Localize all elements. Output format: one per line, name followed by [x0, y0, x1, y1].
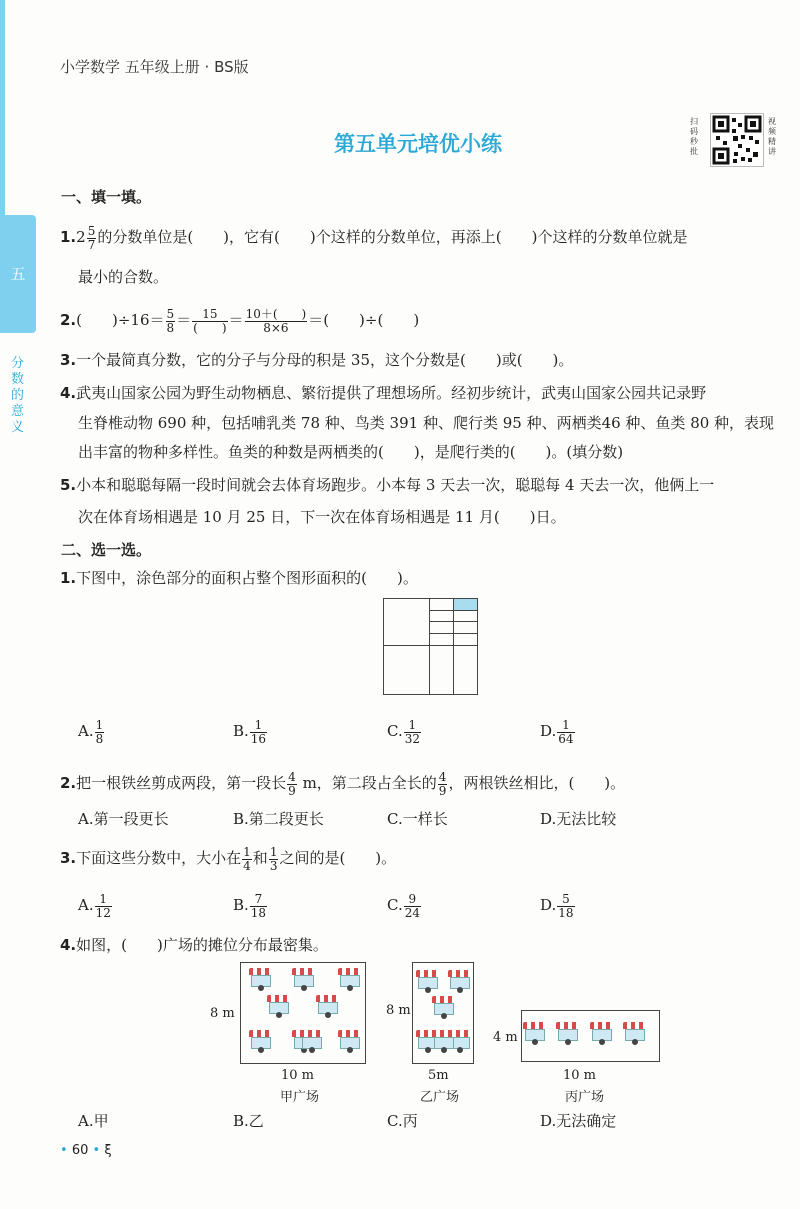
shaded-cell	[454, 599, 477, 610]
q-number: 2.	[60, 311, 77, 329]
section-fill: 一、填一填。	[61, 188, 152, 206]
qr-right-text: 视频精讲	[768, 117, 776, 156]
q-number: 1.	[60, 228, 77, 246]
qr-block	[690, 113, 790, 169]
mixed-whole: 2	[76, 228, 86, 246]
option-a[interactable]: A. $\frac{1}{12}$	[78, 891, 111, 920]
option-d[interactable]: D. $\frac{1}{64}$	[540, 717, 574, 746]
book-header: 小学数学 五年级上册 · BS版	[60, 58, 249, 76]
stall-icon	[416, 970, 440, 992]
question-1-5-line2: 次在体育场相遇是 10 月 25 日，下一次在体育场相遇是 11 月( )日。	[78, 508, 566, 526]
stall-icon	[448, 970, 472, 992]
qr-left-text: 扫码秒批	[690, 117, 698, 156]
plaza-width-label: 5m	[428, 1068, 449, 1083]
question-1-4: 4.武夷山国家公园为野生动物栖息、繁衍提供了理想场所。经初步统计，武夷山国家公园共记录野	[60, 384, 707, 402]
question-1-3: 3.一个最简真分数，它的分子与分母的积是 35，这个分数是( )或( )。	[60, 351, 574, 369]
question-1-2: 2.( )÷16＝ $\frac{5}{8}$ ＝ $\frac{15}{( )}$ ＝ $\frac{10+( )}{8\times 6}$ ＝( )÷( )	[60, 306, 420, 335]
stall-icon	[249, 1030, 273, 1052]
page-title: 第五单元培优小练	[334, 132, 502, 156]
option-d[interactable]: D.无法比较	[540, 810, 617, 828]
stall-icon	[267, 995, 291, 1017]
option-b[interactable]: B. $\frac{7}{18}$	[233, 891, 267, 920]
question-1-1	[60, 222, 687, 252]
stall-icon	[556, 1022, 580, 1044]
option-d[interactable]: D.无法确定	[540, 1112, 617, 1130]
question-1-5: 5.小本和聪聪每隔一段时间就会去体育场跑步。小本每 3 天去一次，聪聪每 4 天去一次，他俩上一	[60, 476, 715, 494]
stall-icon	[590, 1022, 614, 1044]
option-a[interactable]: A.甲	[78, 1112, 109, 1130]
unit-tab	[0, 215, 36, 333]
plaza-height-label: 8 m	[210, 1006, 235, 1021]
page-footer: • 60 • ξ	[60, 1143, 112, 1158]
qr-code-icon[interactable]	[710, 113, 764, 167]
plaza-name: 乙广场	[420, 1090, 460, 1105]
footer-mark: ξ	[104, 1143, 112, 1158]
option-c[interactable]: C. $\frac{1}{32}$	[387, 717, 420, 746]
stall-icon	[623, 1022, 647, 1044]
question-1-4-line2: 生脊椎动物 690 种，包括哺乳类 78 种、鸟类 391 种、爬行类 95 种、两栖类46 种、鱼类 80 种，表现	[78, 414, 775, 432]
option-c[interactable]: C.丙	[387, 1112, 418, 1130]
stall-icon	[523, 1022, 547, 1044]
option-c[interactable]: C.一样长	[387, 810, 448, 828]
question-2-3: 3.下面这些分数中，大小在 $\frac{1}{4}$ 和 $\frac{1}{3}$ 之间的是( )。	[60, 844, 397, 873]
stall-icon	[249, 968, 273, 990]
plaza-width-label: 10 m	[281, 1068, 315, 1083]
stall-icon	[300, 1030, 324, 1052]
chapter-label: 分数的意义	[11, 356, 25, 435]
question-2-1: 1.下图中，涂色部分的面积占整个图形面积的( )。	[60, 569, 418, 587]
question-2-4: 4.如图，( )广场的摊位分布最密集。	[60, 936, 328, 954]
fraction: $\frac{10+( )}{8\times 6}$	[245, 306, 307, 335]
question-1-4-line3: 出丰富的物种多样性。鱼类的种数是两栖类的( )，是爬行类的( )。(填分数)	[78, 443, 624, 461]
page-number: 60	[71, 1143, 89, 1158]
fraction: $\frac{5}{8}$	[166, 306, 175, 335]
side-strip	[0, 0, 5, 215]
q-text: ＝( )÷( )	[308, 311, 420, 329]
option-a[interactable]: A.第一段更长	[78, 810, 169, 828]
option-a[interactable]: A. $\frac{1}{8}$	[78, 717, 104, 746]
option-d[interactable]: D. $\frac{5}{18}$	[540, 891, 574, 920]
stall-icon	[432, 1030, 456, 1052]
plaza-height-label: 4 m	[493, 1030, 518, 1045]
plaza-name: 丙广场	[565, 1090, 605, 1105]
q-text: 的分数单位是( )，它有( )个这样的分数单位，再添上( )个这样的分数单位就是	[97, 228, 688, 246]
option-c[interactable]: C. $\frac{9}{24}$	[387, 891, 420, 920]
unit-tab-label: 五	[10, 265, 26, 283]
area-figure	[383, 598, 478, 695]
stall-icon	[338, 1030, 362, 1052]
question-1-1-cont: 最小的合数。	[78, 268, 169, 286]
stall-icon	[338, 968, 362, 990]
option-b[interactable]: B.乙	[233, 1112, 264, 1130]
question-2-2: 2.把一根铁丝剪成两段，第一段长 $\frac{4}{9}$ m，第二段占全长的 $\frac{4}{9}$ ，两根铁丝相比，( )。	[60, 769, 626, 798]
fraction: $\frac{5}{7}$	[87, 223, 96, 252]
option-b[interactable]: B. $\frac{1}{16}$	[233, 717, 267, 746]
stall-icon	[292, 968, 316, 990]
section-choose: 二、选一选。	[61, 541, 152, 559]
q-text: ( )÷16＝	[76, 311, 165, 329]
stall-icon	[432, 996, 456, 1018]
fraction: $\frac{15}{( )}$	[193, 306, 227, 335]
stall-icon	[316, 995, 340, 1017]
option-b[interactable]: B.第二段更长	[233, 810, 324, 828]
plaza-width-label: 10 m	[563, 1068, 597, 1083]
plaza-height-label: 8 m	[386, 1003, 411, 1018]
plaza-name: 甲广场	[280, 1090, 320, 1105]
